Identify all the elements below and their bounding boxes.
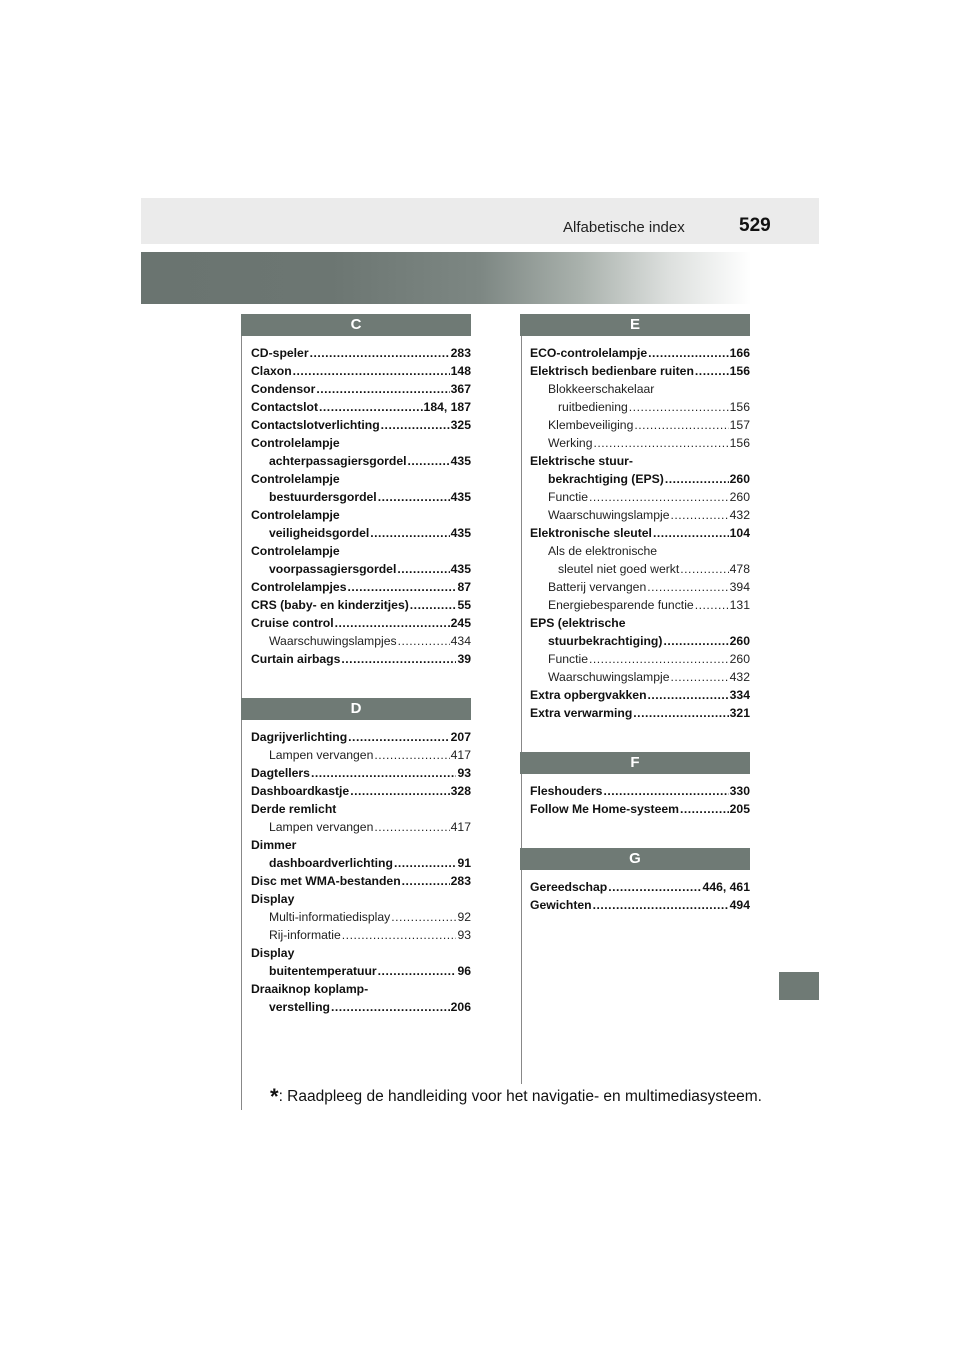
index-entry xyxy=(251,926,471,944)
entry-term: Waarschuwingslampjes xyxy=(269,634,397,648)
entry-term: ruitbediening xyxy=(558,400,628,414)
entry-term: verstelling xyxy=(269,1000,330,1014)
index-entry xyxy=(530,614,750,632)
dot-leader xyxy=(410,596,457,614)
index-entry xyxy=(251,578,471,596)
entry-page-ref: 260 xyxy=(729,634,750,648)
page-header-title: Alfabetische index xyxy=(563,219,685,236)
entry-term: Multi-informatiedisplay xyxy=(269,910,391,924)
dot-leader xyxy=(335,614,450,632)
entry-page-ref: 446, 461 xyxy=(702,880,750,894)
dot-leader xyxy=(370,524,449,542)
section-letter-g: G xyxy=(520,848,750,870)
entry-term: Claxon xyxy=(251,364,292,378)
entry-page-ref: 434 xyxy=(450,634,471,648)
entry-term: dashboardverlichting xyxy=(269,856,393,870)
index-entry xyxy=(530,896,750,914)
dot-leader xyxy=(316,380,449,398)
dot-leader xyxy=(608,878,701,896)
dot-leader xyxy=(593,896,729,914)
entry-term: Rij-informatie xyxy=(269,928,341,942)
entry-term: Elektronische sleutel xyxy=(530,526,652,540)
entry-term: Curtain airbags xyxy=(251,652,341,666)
entry-page-ref: 283 xyxy=(450,874,471,888)
section-letter-c: C xyxy=(241,314,471,336)
dot-leader xyxy=(670,668,728,686)
entry-term: Functie xyxy=(548,652,588,666)
index-entry xyxy=(251,452,471,470)
dot-leader xyxy=(695,596,729,614)
entry-term: Waarschuwingslampje xyxy=(548,670,670,684)
entry-page-ref: 206 xyxy=(450,1000,471,1014)
dot-leader xyxy=(593,434,728,452)
dot-leader xyxy=(348,728,449,746)
dot-leader xyxy=(397,560,449,578)
index-entry xyxy=(530,362,750,380)
footnote-text: : Raadpleeg de handleiding voor het navigatie- en multimediasysteem. xyxy=(278,1088,762,1105)
entry-page-ref: 334 xyxy=(729,688,750,702)
chapter-thumb-tab xyxy=(779,972,819,1000)
entry-page-ref: 156 xyxy=(729,400,750,414)
dot-leader xyxy=(331,998,450,1016)
index-entry xyxy=(251,362,471,380)
entry-term: Extra verwarming xyxy=(530,706,633,720)
index-entry xyxy=(251,800,471,818)
entry-term: stuurbekrachtiging) xyxy=(548,634,663,648)
index-entry xyxy=(530,380,750,398)
dot-leader xyxy=(589,488,729,506)
dot-leader xyxy=(374,746,449,764)
index-entry xyxy=(251,614,471,632)
entry-page-ref: 494 xyxy=(729,898,750,912)
entry-term: Klembeveiliging xyxy=(548,418,634,432)
entry-page-ref: 260 xyxy=(729,472,750,486)
index-entry xyxy=(251,998,471,1016)
dot-leader xyxy=(648,344,729,362)
index-entry xyxy=(251,632,471,650)
dot-leader xyxy=(394,854,457,872)
index-entry xyxy=(530,878,750,896)
entry-term: Blokkeerschakelaar xyxy=(548,382,655,396)
entry-page-ref: 184, 187 xyxy=(423,400,471,414)
entry-term: Controlelampjes xyxy=(251,580,347,594)
index-entry-list xyxy=(520,870,750,914)
entry-term: Gewichten xyxy=(530,898,592,912)
entry-page-ref: 93 xyxy=(457,928,471,942)
footnote-marker: * xyxy=(270,1084,279,1109)
index-entry-list xyxy=(520,774,750,818)
index-entry xyxy=(530,686,750,704)
entry-page-ref: 96 xyxy=(457,964,471,978)
index-entry xyxy=(530,668,750,686)
entry-page-ref: 245 xyxy=(450,616,471,630)
index-entry xyxy=(530,800,750,818)
index-entry xyxy=(251,872,471,890)
dot-leader xyxy=(648,686,729,704)
entry-page-ref: 260 xyxy=(729,490,750,504)
dot-leader xyxy=(378,962,457,980)
entry-term: Dashboardkastje xyxy=(251,784,350,798)
entry-page-ref: 435 xyxy=(450,454,471,468)
entry-page-ref: 283 xyxy=(450,346,471,360)
index-entry xyxy=(251,506,471,524)
index-entry xyxy=(251,380,471,398)
entry-term: Display xyxy=(251,946,295,960)
index-entry xyxy=(251,470,471,488)
entry-term: Extra opbergvakken xyxy=(530,688,647,702)
dot-leader xyxy=(402,872,450,890)
index-entry xyxy=(251,542,471,560)
index-entry xyxy=(251,416,471,434)
header-bar xyxy=(141,198,819,244)
entry-page-ref: 207 xyxy=(450,730,471,744)
index-entry xyxy=(530,632,750,650)
index-entry xyxy=(251,944,471,962)
entry-page-ref: 166 xyxy=(729,346,750,360)
index-entry xyxy=(530,344,750,362)
footnote xyxy=(270,1084,762,1110)
index-entry xyxy=(530,704,750,722)
index-entry xyxy=(251,854,471,872)
entry-term: Dimmer xyxy=(251,838,297,852)
entry-term: Cruise control xyxy=(251,616,334,630)
dot-leader xyxy=(341,650,456,668)
entry-page-ref: 432 xyxy=(729,508,750,522)
entry-term: Elektrisch bedienbare ruiten xyxy=(530,364,694,378)
entry-page-ref: 92 xyxy=(457,910,471,924)
index-entry xyxy=(251,980,471,998)
entry-page-ref: 148 xyxy=(450,364,471,378)
entry-page-ref: 417 xyxy=(450,820,471,834)
index-entry xyxy=(251,890,471,908)
dot-leader xyxy=(310,344,450,362)
index-entry xyxy=(530,398,750,416)
entry-term: achterpassagiersgordel xyxy=(269,454,407,468)
dot-leader xyxy=(670,506,728,524)
entry-page-ref: 435 xyxy=(450,562,471,576)
index-entry xyxy=(251,344,471,362)
entry-page-ref: 131 xyxy=(729,598,750,612)
index-entry xyxy=(251,488,471,506)
entry-term: bekrachtiging (EPS) xyxy=(548,472,664,486)
entry-term: Batterij vervangen xyxy=(548,580,647,594)
index-entry xyxy=(251,524,471,542)
index-entry xyxy=(530,596,750,614)
entry-term: CD-speler xyxy=(251,346,309,360)
index-entry xyxy=(530,650,750,668)
entry-page-ref: 55 xyxy=(457,598,471,612)
index-entry xyxy=(251,818,471,836)
entry-term: Controlelampje xyxy=(251,472,340,486)
index-entry xyxy=(251,596,471,614)
entry-term: Gereedschap xyxy=(530,880,608,894)
index-entry-list xyxy=(241,720,471,1016)
dot-leader xyxy=(342,926,457,944)
entry-term: Fleshouders xyxy=(530,784,603,798)
entry-term: Werking xyxy=(548,436,593,450)
entry-term: Contactslotverlichting xyxy=(251,418,380,432)
dot-leader xyxy=(663,632,728,650)
entry-page-ref: 325 xyxy=(450,418,471,432)
index-entry xyxy=(251,782,471,800)
entry-page-ref: 104 xyxy=(729,526,750,540)
entry-term: Functie xyxy=(548,490,588,504)
entry-term: Dagrijverlichting xyxy=(251,730,348,744)
entry-page-ref: 432 xyxy=(729,670,750,684)
dot-leader xyxy=(348,578,457,596)
entry-term: Controlelampje xyxy=(251,544,340,558)
index-entry xyxy=(251,434,471,452)
index-column-right xyxy=(520,314,750,914)
entry-term: sleutel niet goed werkt xyxy=(558,562,680,576)
entry-page-ref: 321 xyxy=(729,706,750,720)
entry-term: Controlelampje xyxy=(251,436,340,450)
index-entry xyxy=(251,962,471,980)
index-entry xyxy=(251,836,471,854)
section-letter-f: F xyxy=(520,752,750,774)
index-entry xyxy=(530,470,750,488)
entry-page-ref: 91 xyxy=(457,856,471,870)
index-entry xyxy=(530,782,750,800)
dot-leader xyxy=(653,524,729,542)
entry-page-ref: 205 xyxy=(729,802,750,816)
index-entry xyxy=(530,416,750,434)
entry-page-ref: 157 xyxy=(729,418,750,432)
entry-page-ref: 93 xyxy=(457,766,471,780)
dot-leader xyxy=(381,416,450,434)
index-entry xyxy=(251,560,471,578)
index-entry xyxy=(251,650,471,668)
entry-page-ref: 39 xyxy=(457,652,471,666)
entry-term: buitentemperatuur xyxy=(269,964,377,978)
dot-leader xyxy=(408,452,450,470)
dot-leader xyxy=(293,362,450,380)
index-entry xyxy=(530,434,750,452)
entry-term: Energiebesparende functie xyxy=(548,598,694,612)
dot-leader xyxy=(378,488,450,506)
entry-term: ECO-controlelampje xyxy=(530,346,648,360)
dot-leader xyxy=(391,908,456,926)
entry-term: Controlelampje xyxy=(251,508,340,522)
section-letter-e: E xyxy=(520,314,750,336)
dot-leader xyxy=(350,782,449,800)
page-number: 529 xyxy=(739,215,771,236)
section-letter-d: D xyxy=(241,698,471,720)
index-entry xyxy=(530,524,750,542)
entry-page-ref: 260 xyxy=(729,652,750,666)
index-entry xyxy=(251,728,471,746)
index-entry xyxy=(530,542,750,560)
entry-term: Display xyxy=(251,892,295,906)
dot-leader xyxy=(374,818,449,836)
dot-leader xyxy=(603,782,728,800)
index-entry xyxy=(530,506,750,524)
entry-page-ref: 478 xyxy=(729,562,750,576)
index-entry-list xyxy=(241,336,471,668)
entry-page-ref: 156 xyxy=(729,364,750,378)
entry-term: Disc met WMA-bestanden xyxy=(251,874,401,888)
entry-term: veiligheidsgordel xyxy=(269,526,370,540)
index-entry xyxy=(251,398,471,416)
entry-term: Dagtellers xyxy=(251,766,310,780)
dot-leader xyxy=(665,470,729,488)
entry-page-ref: 328 xyxy=(450,784,471,798)
index-entry xyxy=(251,908,471,926)
entry-page-ref: 367 xyxy=(450,382,471,396)
dot-leader xyxy=(311,764,457,782)
entry-term: Als de elektronische xyxy=(548,544,658,558)
entry-term: voorpassagiersgordel xyxy=(269,562,397,576)
entry-term: Waarschuwingslampje xyxy=(548,508,670,522)
entry-term: EPS (elektrische xyxy=(530,616,626,630)
entry-term: Lampen vervangen xyxy=(269,748,374,762)
entry-page-ref: 417 xyxy=(450,748,471,762)
entry-page-ref: 435 xyxy=(450,490,471,504)
entry-term: CRS (baby- en kinderzitjes) xyxy=(251,598,409,612)
entry-term: Draaiknop koplamp- xyxy=(251,982,369,996)
dot-leader xyxy=(589,650,729,668)
index-entry xyxy=(251,746,471,764)
entry-page-ref: 330 xyxy=(729,784,750,798)
entry-page-ref: 435 xyxy=(450,526,471,540)
dot-leader xyxy=(398,632,450,650)
entry-term: Lampen vervangen xyxy=(269,820,374,834)
index-entry xyxy=(530,452,750,470)
dot-leader xyxy=(695,362,729,380)
index-entry-list xyxy=(520,336,750,722)
dot-leader xyxy=(319,398,423,416)
entry-page-ref: 87 xyxy=(457,580,471,594)
entry-term: Elektrische stuur- xyxy=(530,454,633,468)
dot-leader xyxy=(633,704,728,722)
index-entry xyxy=(251,764,471,782)
entry-term: Derde remlicht xyxy=(251,802,337,816)
entry-page-ref: 156 xyxy=(729,436,750,450)
entry-term: bestuurdersgordel xyxy=(269,490,377,504)
index-entry xyxy=(530,578,750,596)
dot-leader xyxy=(629,398,729,416)
index-entry xyxy=(530,560,750,578)
entry-term: Follow Me Home-systeem xyxy=(530,802,679,816)
dot-leader xyxy=(680,800,729,818)
index-column-left xyxy=(241,314,471,1016)
entry-page-ref: 394 xyxy=(729,580,750,594)
entry-term: Contactslot xyxy=(251,400,319,414)
dot-leader xyxy=(680,560,728,578)
index-entry xyxy=(530,488,750,506)
entry-term: Condensor xyxy=(251,382,316,396)
dot-leader xyxy=(634,416,728,434)
decorative-gradient-band xyxy=(141,252,819,304)
dot-leader xyxy=(647,578,728,596)
